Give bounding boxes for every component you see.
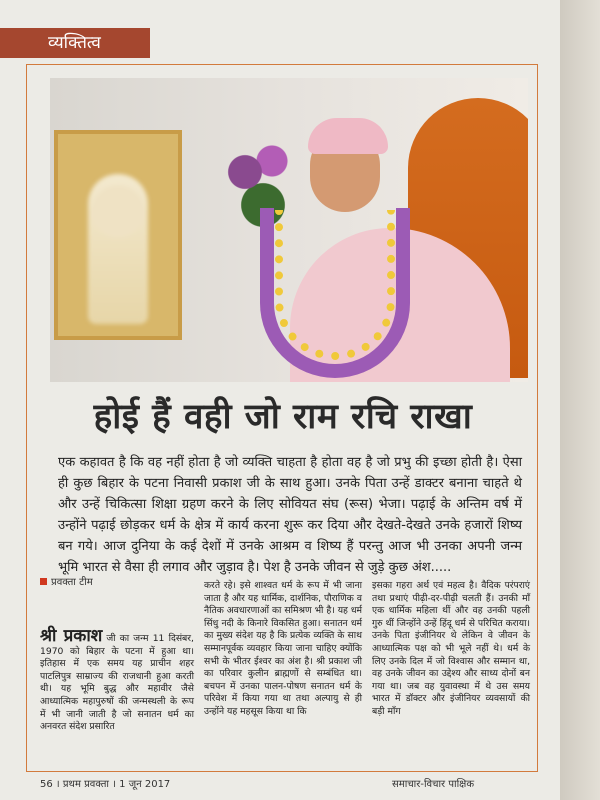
portrait-figure xyxy=(88,174,148,324)
page-footer-left: 56 । प्रथम प्रवक्ता । 1 जून 2017 xyxy=(40,779,171,790)
page-footer-right: समाचार-विचार पाक्षिक xyxy=(392,779,475,790)
article-intro: एक कहावत है कि वह नहीं होता है जो व्यक्ति चाहता है होता वह है जो प्रभु की इच्छा होती है। ऐसा ही कुछ बिहार के पटना निवासी प्रकाश जी के साथ हुआ। उनके पिता उन्हें डाक्टर बनाना चाहते थे और उन्हें चिकित्सा शिक्षा ग्रहण करने के लिए सोवियत संघ (रूस) भेजा। पढ़ाई के अन्तिम वर्ष में उन्होंने पढ़ाई छोड़कर धर्म के क्षेत्र में कार्य करना शुरू कर दिया और देखते-देखते उनके हजारों शिष्य बन गये। आज दुनिया के कई देशों में उनके आश्रम व शिष्य हैं परन्तु आज भी उनका अपनी जन्म भूमि भारत से वैसा ही लगाव और जुड़ाव है। पेश है उनके जीवन से जुड़े कुछ अंश..... xyxy=(58,455,522,575)
article-headline: होई हैं वही जो राम रचि राखा xyxy=(93,396,473,437)
section-tag: व्यक्तित्व xyxy=(0,28,150,58)
lead-name: श्री प्रकाश xyxy=(40,626,103,646)
body-column-1 xyxy=(40,626,194,734)
pink-turban xyxy=(308,118,388,154)
article-body xyxy=(40,580,540,760)
yellow-garland xyxy=(275,210,395,360)
article-photo xyxy=(50,78,528,382)
framed-portrait xyxy=(54,130,182,340)
body-column-2: करते रहे। इसे शाश्वत धर्म के रूप में भी जाना जाता है और यह धार्मिक, दार्शनिक, पौराणिक व नैतिक अवधारणाओं का समिश्रण भी है। यह धर्म सिंधु नदी के किनारे विकसित हुआ। सनातन धर्म का मुख्य संदेश यह है कि प्रत्येक व्यक्ति के साथ सम्मानपूर्वक व्यवहार किया जाना चाहिए क्योंकि सभी के भीतर ईश्वर का अंश है। श्री प्रकाश जी का परिवार कुलीन ब्राह्मणों से सम्बंधित था। बचपन में उनका पालन-पोषण सनातन धर्म के परिवेश में किया गया था तथा अल्पायु से ही उन्होंने यह महसूस किया था कि xyxy=(204,580,362,717)
next-page-edge xyxy=(560,0,600,800)
byline-text: प्रवक्ता टीम xyxy=(51,577,93,588)
col1-text: जी का जन्म 11 दिसंबर, 1970 को बिहार के पटना में हुआ था। इतिहास में एक समय यह प्राचीन शहर पाटलिपुत्र साम्राज्य की राजधानी हुआ करती थी। यह भूमि बुद्ध और महावीर जैसे आध्यात्मिक महापुरुषों की जन्मस्थली के रूप में भी जानी जाती है जो सनातन धर्म का अनवरत संदेश प्रसारित xyxy=(40,633,194,733)
body-column-3: इसका गहरा अर्थ एवं महत्व है। वैदिक परंपराएं तथा प्रथाएं पीढ़ी-दर-पीढ़ी चलती हैं। उनकी माँ एक धार्मिक महिला थीं और वह उनकी पहली गुरु थीं जिन्होंने उन्हें हिंदू धर्म से परिचित कराया। उनके पिता इंजीनियर थे लेकिन वे जीवन के आध्यात्मिक पक्ष को भी भूले नहीं थे। धर्म के लिए उनके दिल में जो विश्वास और सम्मान था, वह उनके जीवन का उद्देश्य और साध्य दोनों बन गया था। जब वह युवावस्था में थे उस समय भारत में डॉक्टर और इंजीनियर व्यवसायों की बड़ी माँग xyxy=(372,580,530,717)
